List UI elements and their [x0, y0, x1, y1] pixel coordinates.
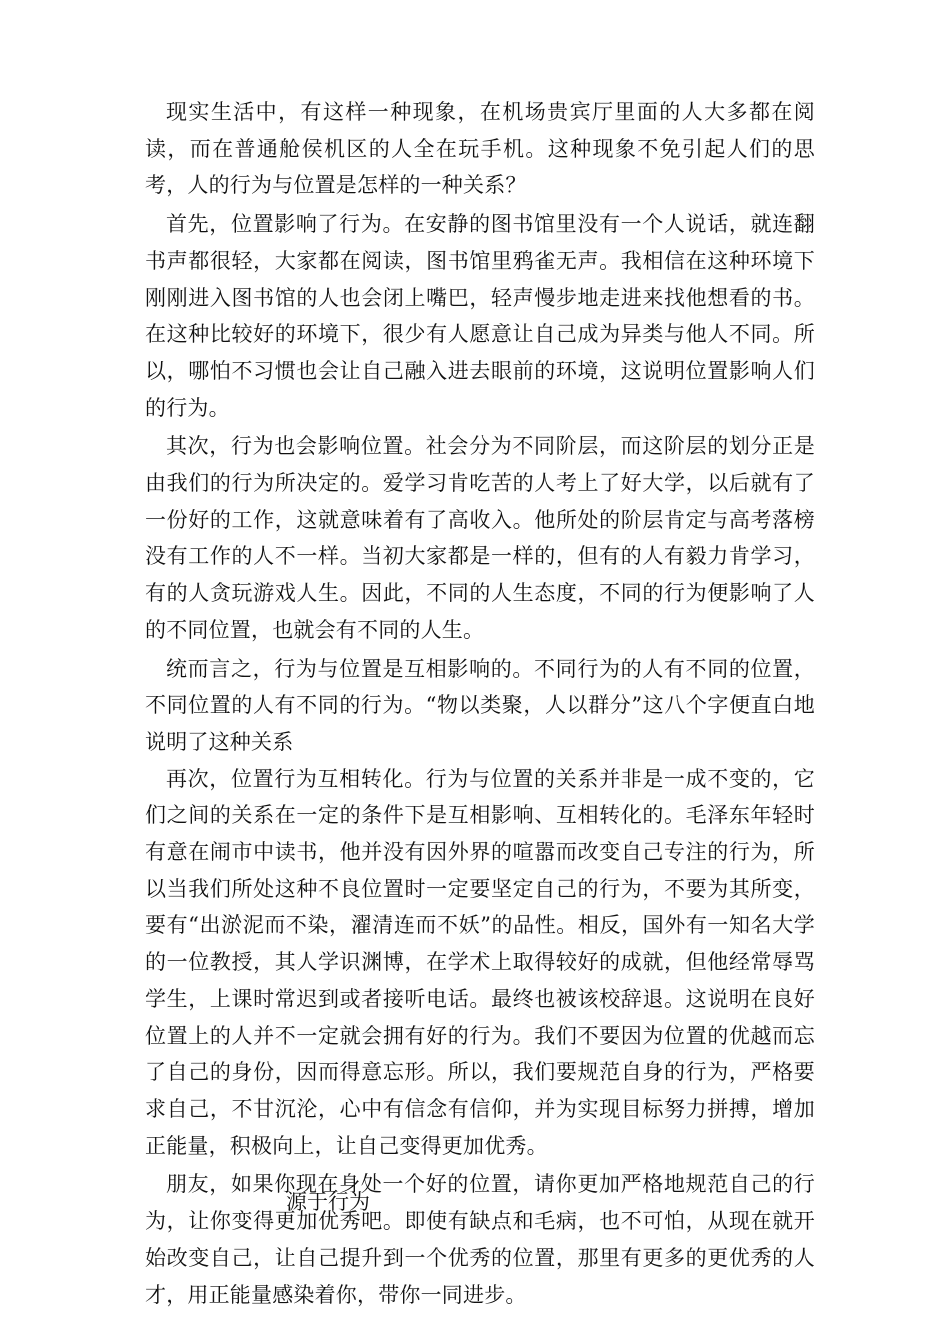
essay-caption: 源于行为 [286, 1190, 370, 1214]
paragraph-second-point: 其次，行为也会影响位置。社会分为不同阶层，而这阶层的划分正是由我们的行为所决定的。爱学习肯吃苦的人考上了好大学，以后就有了一份好的工作，这就意味着有了高收入。他所处的阶层肯定与高考落榜没有工作的人不一样。当初大家都是一样的，但有的人有毅力肯学习，有的人贪玩游戏人生。因此，不同的人生态度，不同的行为便影响了人的不同位置，也就会有不同的人生。 [145, 434, 815, 642]
essay-body [145, 94, 815, 1313]
paragraph-conclusion: 朋友，如果你现在身处一个好的位置，请你更加严格地规范自己的行为，让你变得更加优秀吧。即使有缺点和毛病，也不可怕，从现在就开始改变自己，让自己提升到一个优秀的位置，那里有更多的更优秀的人才，用正能量感染着你，带你一同进步。 [145, 1172, 815, 1307]
paragraph-intro: 现实生活中，有这样一种现象，在机场贵宾厅里面的人大多都在阅读，而在普通舱侯机区的人全在玩手机。这种现象不免引起人们的思考，人的行为与位置是怎样的一种关系？ [145, 100, 815, 198]
paragraph-first-point: 首先，位置影响了行为。在安静的图书馆里没有一个人说话，就连翻书声都很轻，大家都在阅读，图书馆里鸦雀无声。我相信在这种环境下刚刚进入图书馆的人也会闭上嘴巴，轻声慢步地走进来找他想看的书。在这种比较好的环境下，很少有人愿意让自己成为异类与他人不同。所以，哪怕不习惯也会让自己融入进去眼前的环境，这说明位置影响人们的行为。 [145, 212, 815, 420]
paragraph-summary: 统而言之，行为与位置是互相影响的。不同行为的人有不同的位置，不同位置的人有不同的行为。“物以类聚，人以群分”这八个字便直白地说明了这种关系 [145, 656, 815, 754]
paragraph-third-point: 再次，位置行为互相转化。行为与位置的关系并非是一成不变的，它们之间的关系在一定的条件下是互相影响、互相转化的。毛泽东年轻时有意在闹市中读书，他并没有因外界的喧嚣而改变自己专注的行为，所以当我们所处这种不良位置时一定要坚定自己的行为，不要为其所变，要有“出淤泥而不染，濯清连而不妖”的品性。相反，国外有一知名大学的一位教授，其人学识渊博，在学术上取得较好的成就，但他经常辱骂学生，上课时常迟到或者接听电话。最终也被该校辞退。这说明在良好位置上的人并不一定就会拥有好的行为。我们不要因为位置的优越而忘了自己的身份，因而得意忘形。所以，我们要规范自身的行为，严格要求自己，不甘沉沦，心中有信念有信仰，并为实现目标努力拼搏，增加正能量，积极向上，让自己变得更加优秀。 [145, 766, 815, 1158]
